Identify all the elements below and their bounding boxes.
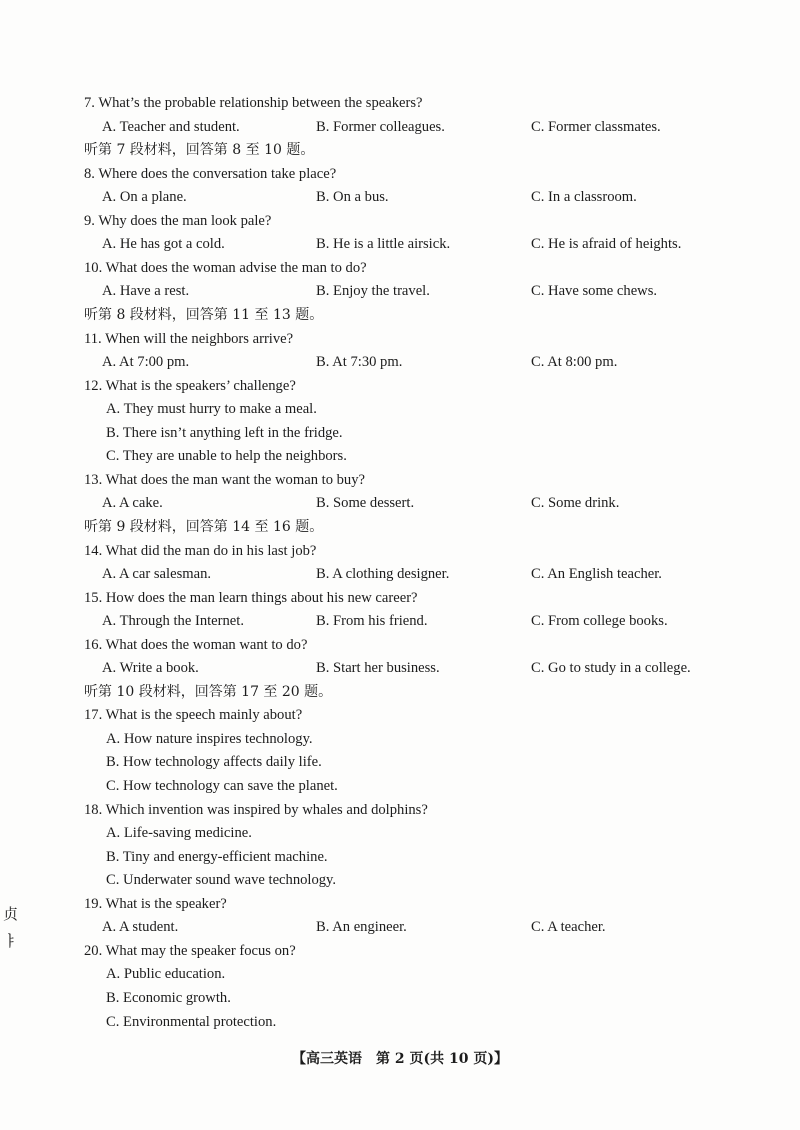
- answer-option: B. There isn’t anything left in the fridge.: [106, 424, 343, 441]
- question-stem: 16. What does the woman want to do?: [84, 636, 308, 653]
- answer-option-c: C. Former classmates.: [531, 118, 661, 135]
- answer-option: A. Public education.: [106, 966, 226, 983]
- answer-option-a: A. Write a book.: [102, 660, 199, 677]
- question-stem: 13. What does the man want the woman to buy?: [84, 471, 366, 488]
- answer-option-c: C. Have some chews.: [531, 283, 658, 300]
- answer-option: B. Economic growth.: [106, 989, 231, 1006]
- answer-option-b: B. Start her business.: [316, 660, 440, 677]
- question-stem: 17. What is the speech mainly about?: [84, 707, 303, 724]
- question-stem: 12. What is the speakers’ challenge?: [84, 377, 296, 394]
- question-stem: 19. What is the speaker?: [84, 895, 227, 912]
- section-instruction: 听第 8 段材料，回答第 11 至 13 题。: [84, 307, 324, 323]
- answer-option-b: B. At 7:30 pm.: [316, 354, 403, 371]
- margin-mark: 贞: [3, 905, 19, 923]
- question-stem: 10. What does the woman advise the man to do?: [84, 259, 367, 276]
- answer-option-a: A. Through the Internet.: [102, 613, 244, 630]
- answer-option-c: C. Some drink.: [531, 495, 620, 512]
- page-footer: 【高三英语 第 2 页(共 10 页)】: [292, 1051, 508, 1067]
- answer-option: A. Life-saving medicine.: [106, 825, 252, 842]
- answer-option-c: C. In a classroom.: [531, 189, 637, 206]
- answer-option-a: A. A car salesman.: [102, 566, 212, 582]
- answer-option: C. Underwater sound wave technology.: [106, 872, 337, 889]
- answer-option: C. How technology can save the planet.: [106, 778, 338, 794]
- answer-option-b: B. An engineer.: [316, 919, 407, 936]
- answer-option-a: A. On a plane.: [102, 189, 187, 206]
- answer-option-a: A. He has got a cold.: [102, 236, 225, 253]
- question-stem: 15. How does the man learn things about his new career?: [84, 589, 418, 606]
- answer-option-a: A. Teacher and student.: [102, 118, 240, 135]
- section-instruction: 听第 9 段材料，回答第 14 至 16 题。: [84, 518, 324, 535]
- question-stem: 11. When will the neighbors arrive?: [84, 330, 294, 347]
- margin-mark: ㅑ: [3, 932, 18, 950]
- question-stem: 18. Which invention was inspired by whales and dolphins?: [84, 801, 428, 818]
- section-instruction: 听第 7 段材料，回答第 8 至 10 题。: [84, 142, 315, 159]
- answer-option-c: C. From college books.: [531, 613, 668, 630]
- answer-option-c: C. He is afraid of heights.: [531, 236, 682, 253]
- question-stem: 20. What may the speaker focus on?: [84, 942, 296, 959]
- answer-option-a: A. Have a rest.: [102, 283, 190, 300]
- answer-option-a: A. At 7:00 pm.: [102, 354, 190, 371]
- answer-option-b: B. On a bus.: [316, 189, 389, 206]
- answer-option: A. How nature inspires technology.: [106, 730, 313, 747]
- answer-option-c: C. At 8:00 pm.: [531, 354, 618, 371]
- answer-option-b: B. Some dessert.: [316, 495, 415, 512]
- question-stem: 9. Why does the man look pale?: [84, 212, 272, 229]
- answer-option-c: C. A teacher.: [531, 919, 606, 936]
- answer-option: B. How technology affects daily life.: [106, 754, 322, 771]
- answer-option-b: B. Enjoy the travel.: [316, 283, 430, 300]
- answer-option-b: B. He is a little airsick.: [316, 236, 451, 253]
- question-stem: 7. What’s the probable relationship between the speakers?: [84, 95, 423, 111]
- answer-option: B. Tiny and energy-efficient machine.: [106, 848, 328, 865]
- question-stem: 8. Where does the conversation take place?: [84, 165, 337, 182]
- answer-option: C. They are unable to help the neighbors.: [106, 448, 347, 465]
- answer-option-b: B. From his friend.: [316, 613, 428, 630]
- answer-option-c: C. An English teacher.: [531, 566, 662, 582]
- answer-option-b: B. A clothing designer.: [316, 566, 450, 582]
- section-instruction: 听第 10 段材料，回答第 17 至 20 题。: [84, 683, 333, 700]
- answer-option-a: A. A student.: [102, 919, 179, 936]
- answer-option-c: C. Go to study in a college.: [531, 660, 691, 677]
- question-stem: 14. What did the man do in his last job?: [84, 542, 317, 559]
- answer-option-b: B. Former colleagues.: [316, 118, 445, 135]
- answer-option: C. Environmental protection.: [106, 1013, 277, 1030]
- answer-option-a: A. A cake.: [102, 495, 163, 512]
- answer-option: A. They must hurry to make a meal.: [106, 401, 317, 418]
